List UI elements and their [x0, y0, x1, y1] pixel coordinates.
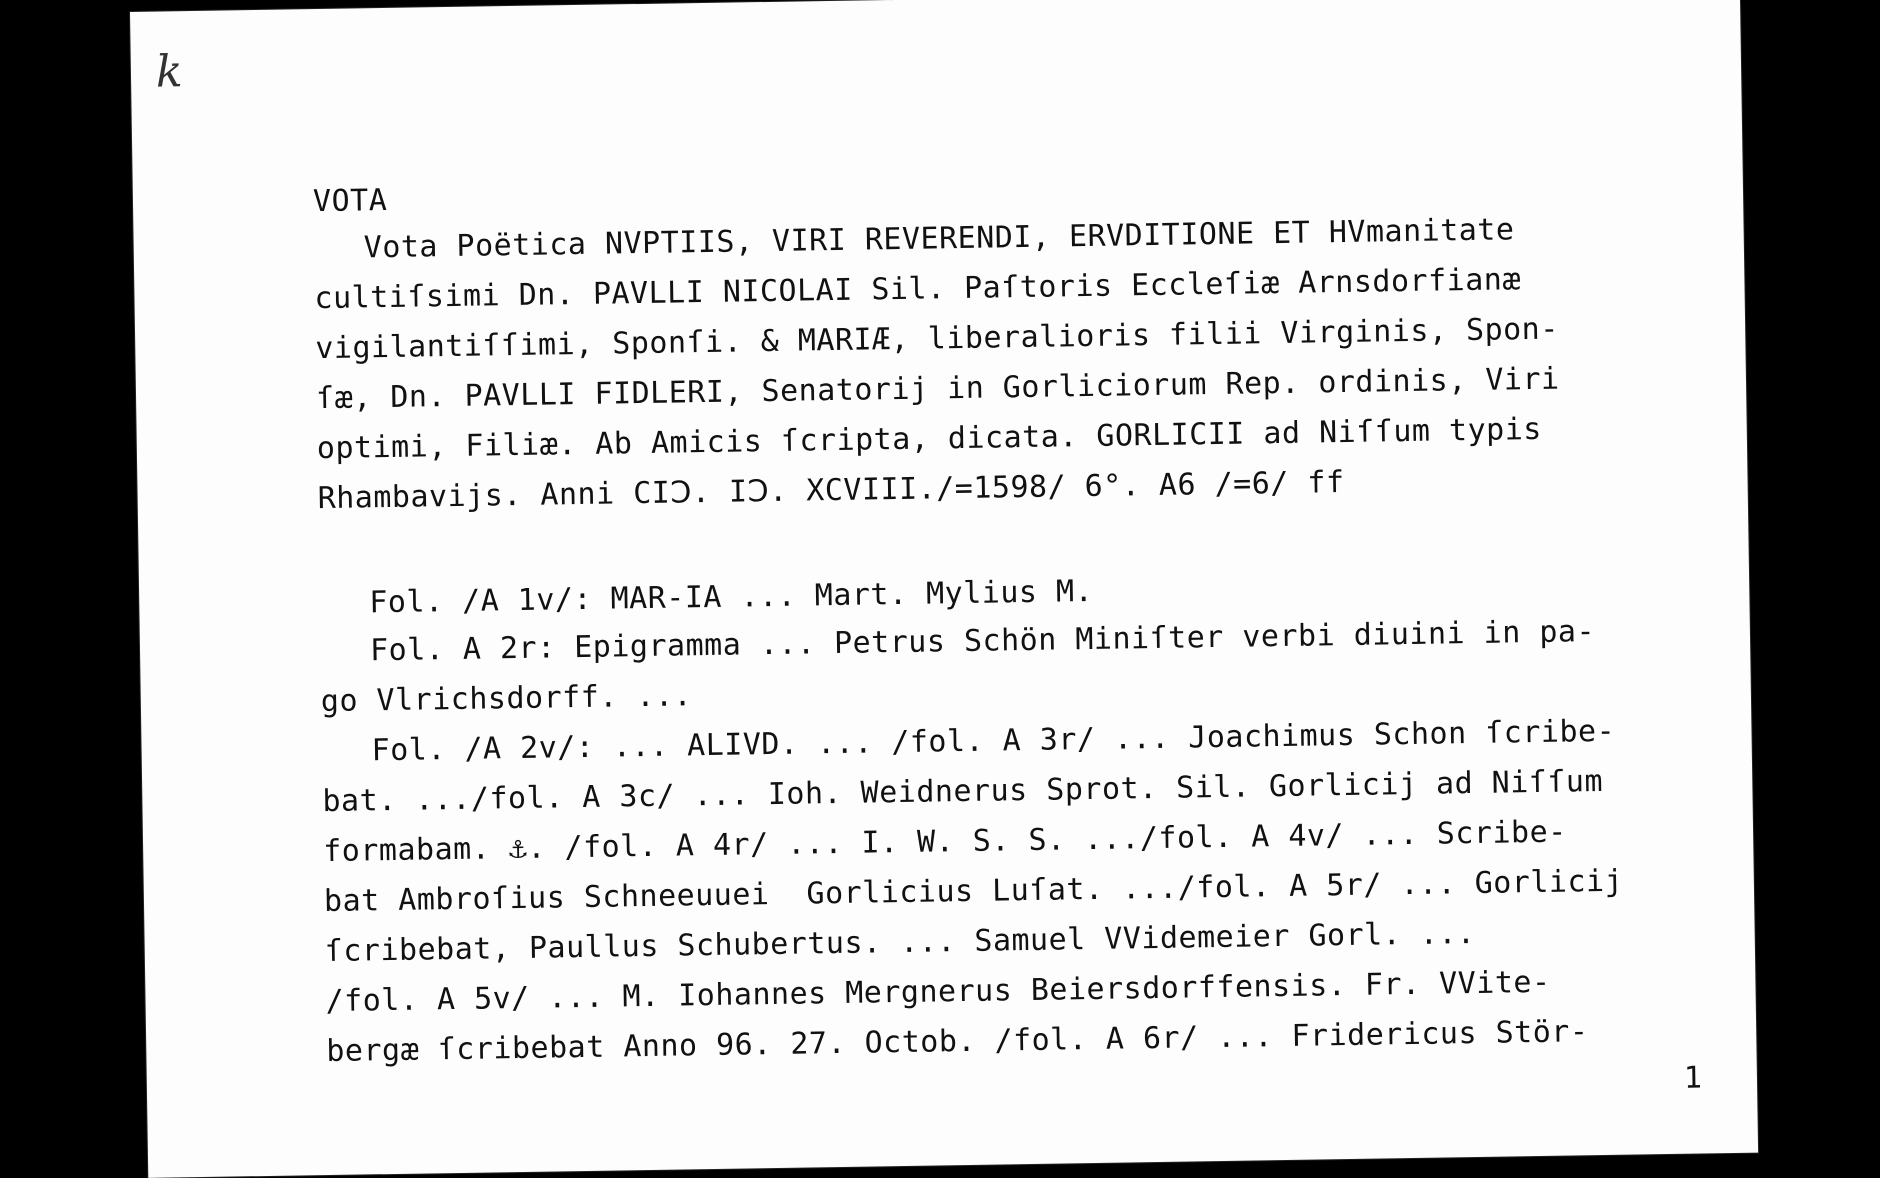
- text-line-13: formabam. ⚓. /fol. A 4r/ ... I. W. S. S. .../fol. A 4v/ ... Scribe-: [322, 814, 1567, 870]
- text-line-10: go Vlrichsdorff. ...: [320, 678, 693, 720]
- text-line-12: bat. .../fol. A 3c/ ... Ioh. Weidnerus Sprot. Sil. Gorlicij ad Niſſum: [322, 763, 1604, 820]
- text-line-8: Fol. /A 1v/: MAR-IA ... Mart. Mylius M.: [369, 573, 1094, 621]
- handwritten-mark: k: [155, 46, 184, 98]
- text-line-5: optimi, Filiæ. Ab Amicis ſcripta, dicata. GORLICII ad Niſſum typis: [316, 411, 1543, 467]
- text-line-11: Fol. /A 2v/: ... ALIVD. ... /fol. A 3r/ ... Joachimus Schon ſcribe-: [371, 713, 1616, 769]
- text-line-17: bergæ ſcribebat Anno 96. 27. Octob. /fol. A 6r/ ... Fridericus Stör-: [326, 1014, 1589, 1070]
- text-line-2: cultiſsimi Dn. PAVLLI NICOLAI Sil. Paſtoris Eccleſiæ Arnsdorfianæ: [314, 262, 1522, 317]
- text-line-1: Vota Poëtica NVPTIIS, VIRI REVERENDI, ERVDITIONE ET HVmanitate: [363, 212, 1515, 266]
- text-line-4: ſæ, Dn. PAVLLI FIDLERI, Senatorij in Gorliciorum Rep. ordinis, Viri: [315, 361, 1560, 417]
- text-line-3: vigilantiſſimi, Sponſi. & MARIÆ, liberalioris filii Virginis, Spon-: [315, 311, 1560, 367]
- card-heading: VOTA: [312, 182, 388, 220]
- text-line-16: /fol. A 5v/ ... M. Iohannes Mergnerus Beiersdorffensis. Fr. VVite-: [325, 964, 1551, 1020]
- text-line-14: bat Ambroſius Schneeuuei Gorlicius Luſat. .../fol. A 5r/ ... Gorlicij: [323, 863, 1624, 920]
- text-line-6: Rhambavijs. Anni CIↃ. IↃ. XCVIII./=1598/ 6°. A6 /=6/ ff: [317, 464, 1345, 517]
- page-number: 1: [1683, 1060, 1703, 1096]
- text-line-9: Fol. A 2r: Epigramma ... Petrus Schön Miniſter verbi diuini in pa-: [369, 614, 1596, 669]
- catalog-card: [130, 0, 1758, 1178]
- text-line-15: ſcribebat, Paullus Schubertus. ... Samuel VVidemeier Gorl. ...: [324, 915, 1476, 970]
